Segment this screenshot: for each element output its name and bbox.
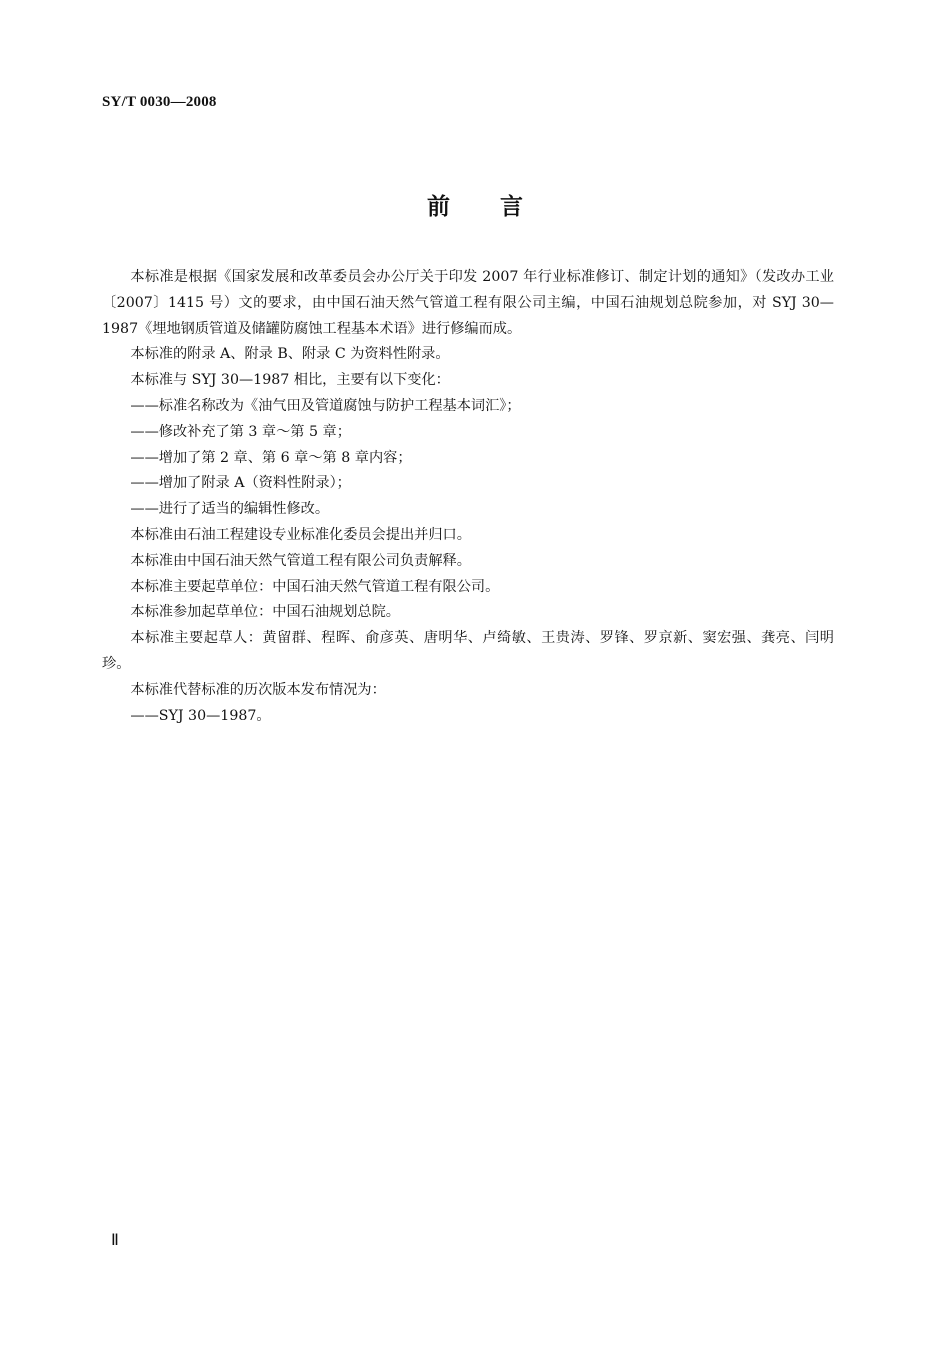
list-item-change: ——标准名称改为《油气田及管道腐蚀与防护工程基本词汇》； <box>130 397 521 414</box>
paragraph-main-drafter-unit: 本标准主要起草单位：中国石油天然气管道工程有限公司。 <box>130 578 500 595</box>
title-char-2: 言 <box>500 194 523 220</box>
list-item-change: ——进行了适当的编辑性修改。 <box>130 501 330 518</box>
foreword-body <box>102 265 834 729</box>
paragraph-interpreter: 本标准由中国石油天然气管道工程有限公司负责解释。 <box>130 552 471 569</box>
title-char-1: 前 <box>427 194 450 220</box>
list-item-change: ——增加了附录 A（资料性附录）； <box>130 475 351 492</box>
paragraph-drafters: 本标准主要起草人：黄留群、程晖、俞彦英、唐明华、卢绮敏、王贵涛、罗锋、罗京新、窦宏强、龚亮、闫明珍。 <box>102 630 834 672</box>
paragraph-proposer: 本标准由石油工程建设专业标准化委员会提出并归口。 <box>130 526 471 543</box>
paragraph-basis: 本标准是根据《国家发展和改革委员会办公厅关于印发 2007 年行业标准修订、制定计划的通知》（发改办工业〔2007〕1415 号）文的要求，由中国石油天然气管道工程有限公司主编，中国石油规划总院参加，对 SYJ 30—1987《埋地钢质管道及储罐防腐蚀工程基本术语》进行修编而成。 <box>102 269 834 337</box>
paragraph-changes-intro: 本标准与 SYJ 30—1987 相比，主要有以下变化： <box>130 372 450 389</box>
list-item-change: ——修改补充了第 3 章～第 5 章； <box>130 423 351 440</box>
list-item-history: ——SYJ 30—1987。 <box>130 707 271 724</box>
page-title <box>0 188 950 221</box>
paragraph-history-intro: 本标准代替标准的历次版本发布情况为： <box>130 681 386 698</box>
page-number: Ⅱ <box>111 1232 119 1249</box>
list-item-change: ——增加了第 2 章、第 6 章～第 8 章内容； <box>130 449 412 466</box>
paragraph-appendix: 本标准的附录 A、附录 B、附录 C 为资料性附录。 <box>130 346 450 363</box>
paragraph-participating-unit: 本标准参加起草单位：中国石油规划总院。 <box>130 604 400 621</box>
standard-code: SY/T 0030—2008 <box>102 94 217 110</box>
